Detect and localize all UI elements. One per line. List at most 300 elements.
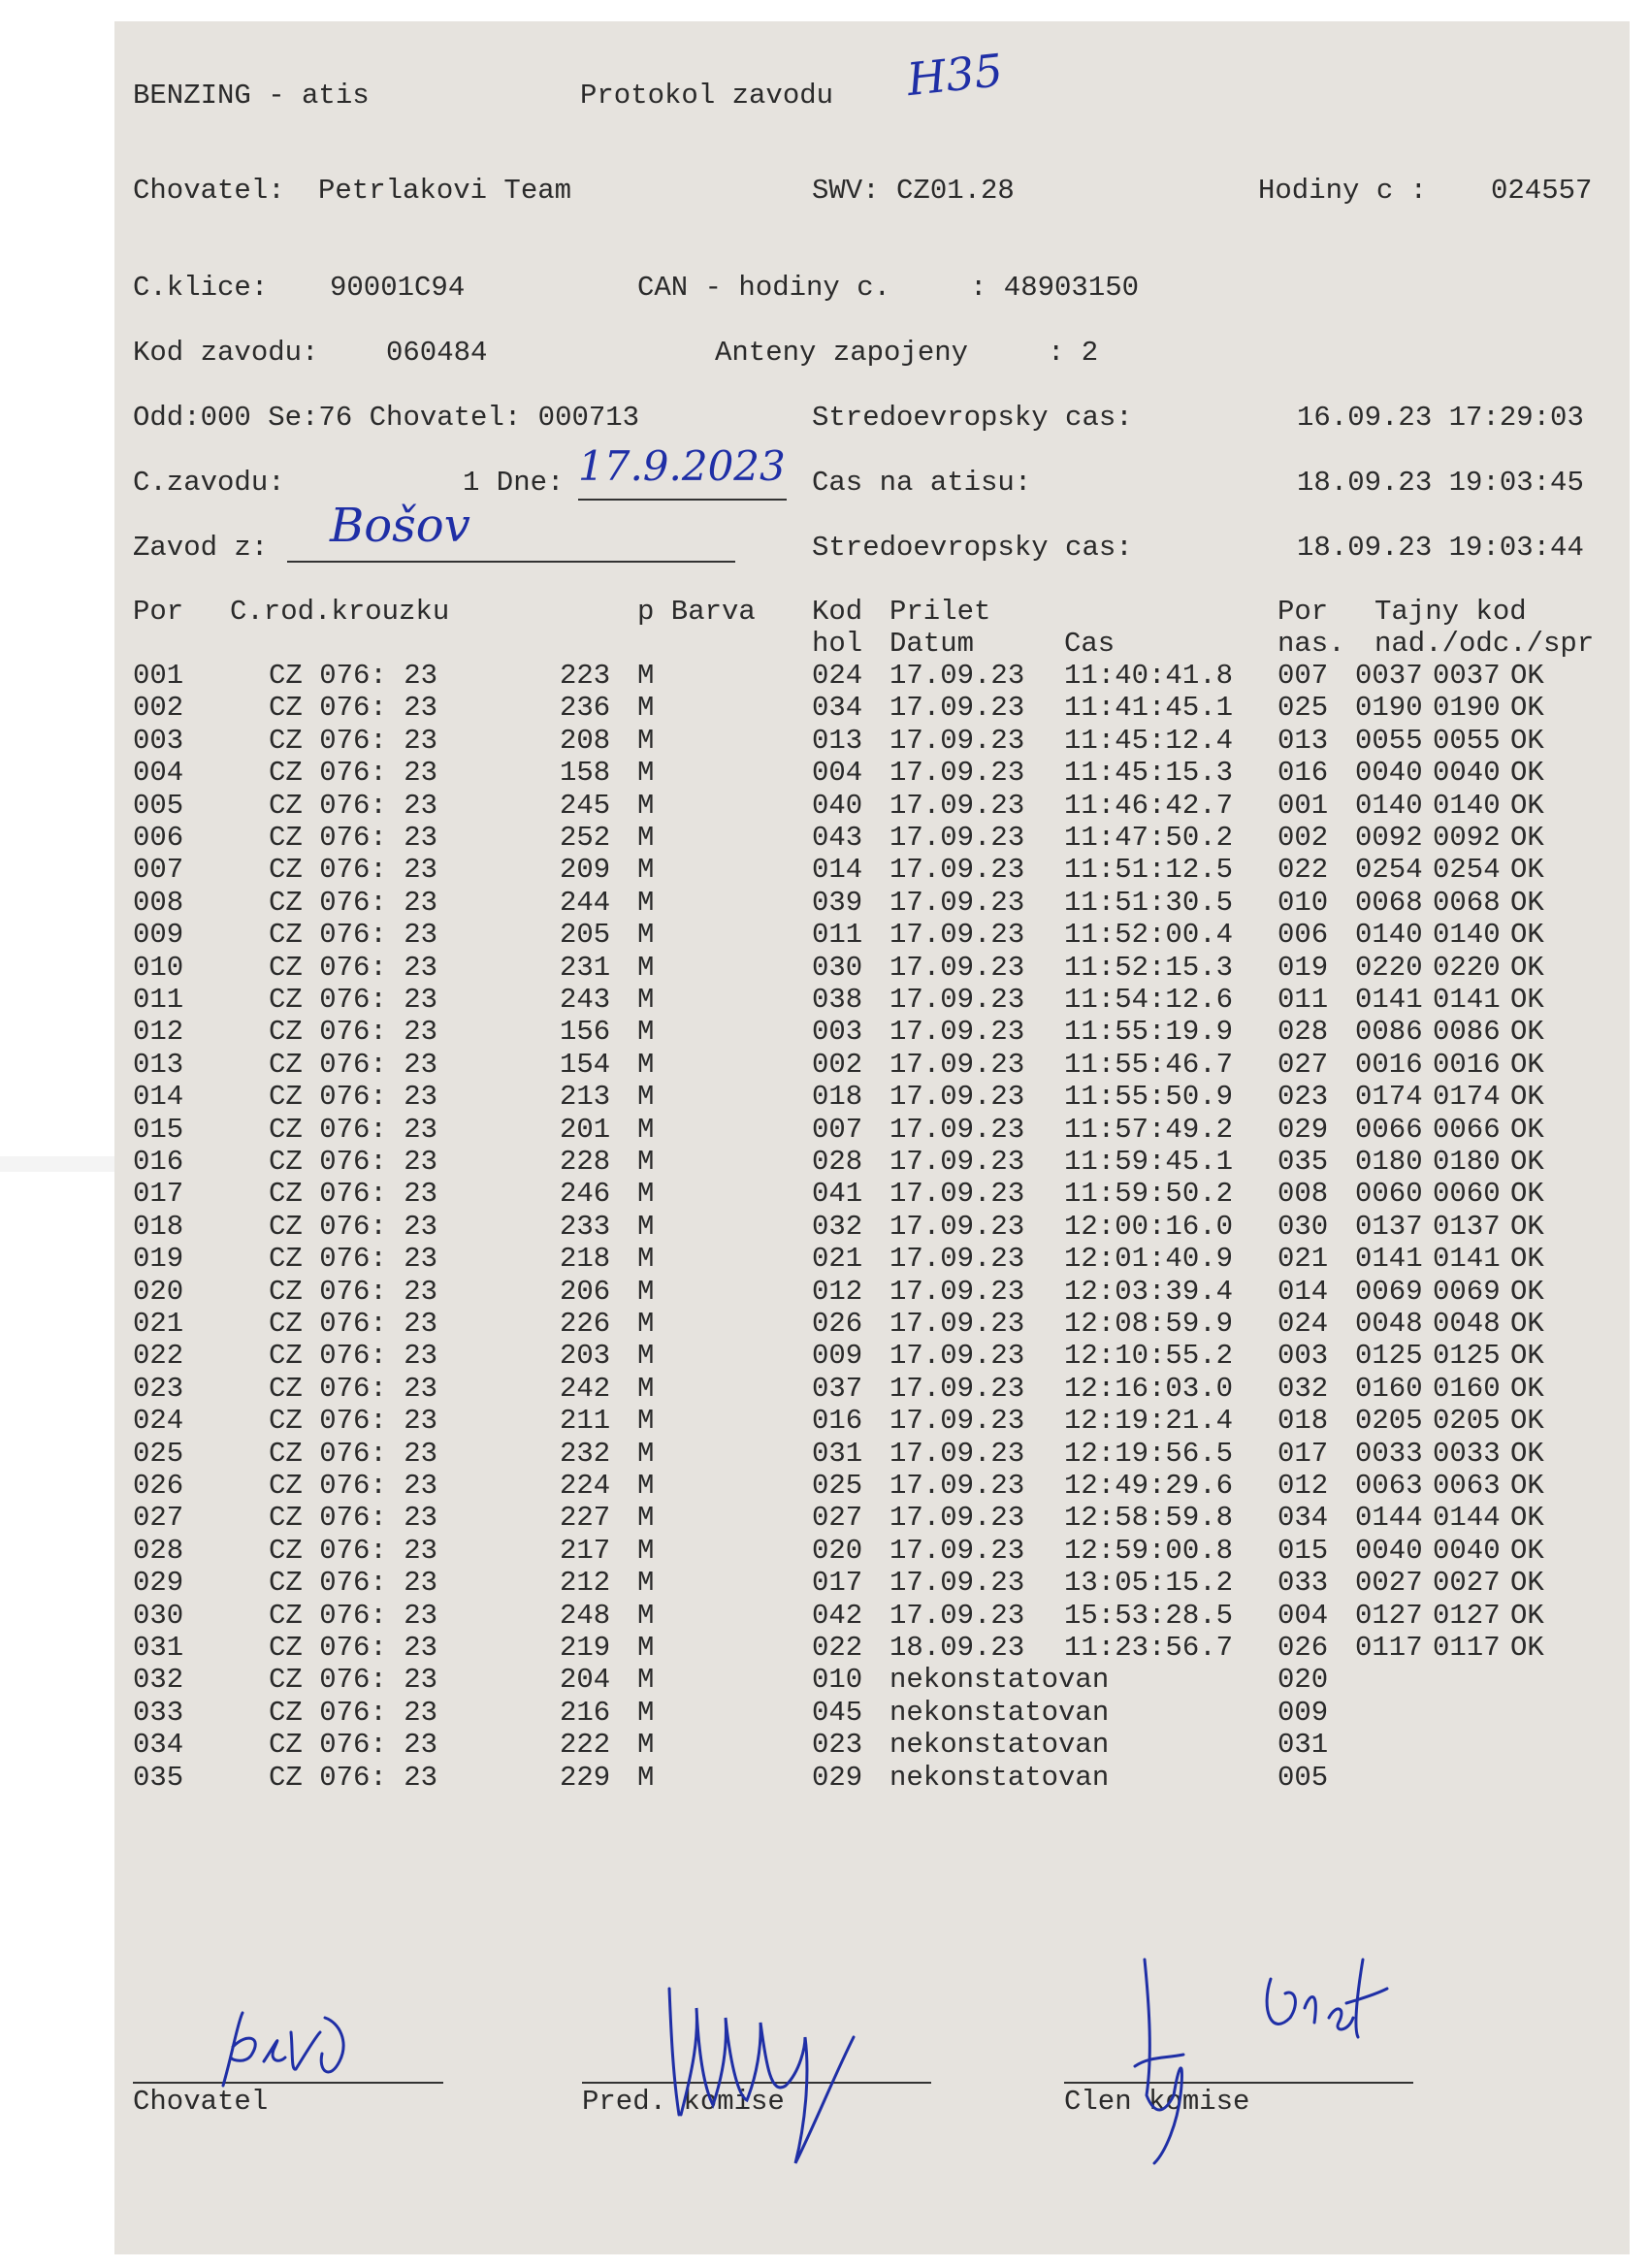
- row-sex: M: [637, 854, 655, 887]
- row-code-nad: 0140: [1355, 919, 1423, 952]
- row-ring: CZ 076: 23: [269, 1534, 438, 1567]
- row-date: 17.09.23: [889, 1243, 1025, 1276]
- row-time: 11:52:00.4: [1064, 919, 1234, 952]
- row-por: 012: [133, 1016, 184, 1049]
- table-row: [0, 692, 1649, 724]
- row-code-spr: OK: [1510, 1243, 1544, 1276]
- row-time: 11:55:19.9: [1064, 1016, 1234, 1049]
- table-row: [0, 822, 1649, 854]
- table-row: [0, 1729, 1649, 1761]
- row-sex: M: [637, 919, 655, 952]
- table-row: [0, 1243, 1649, 1275]
- row-code-odc: 0144: [1433, 1502, 1501, 1535]
- table-row: [0, 1211, 1649, 1243]
- row-sex: M: [637, 1599, 655, 1632]
- row-nas: 014: [1277, 1275, 1329, 1308]
- clock-number: 024557: [1491, 175, 1593, 207]
- col-prilet: Prilet: [889, 596, 991, 628]
- row-sex: M: [637, 789, 655, 822]
- row-sex: M: [637, 1146, 655, 1178]
- row-por: 002: [133, 692, 184, 725]
- row-por: 013: [133, 1048, 184, 1081]
- col-kod-hol: hol: [812, 628, 863, 660]
- row-nas: 004: [1277, 1599, 1329, 1632]
- row-code-spr: OK: [1510, 951, 1544, 984]
- row-por: 033: [133, 1696, 184, 1729]
- row-kod: 040: [812, 789, 863, 822]
- row-date: 17.09.23: [889, 1275, 1025, 1308]
- row-nas: 025: [1277, 692, 1329, 725]
- row-code-nad: 0027: [1355, 1567, 1423, 1600]
- row-nas: 003: [1277, 1340, 1329, 1373]
- row-ring-number: 248: [560, 1599, 611, 1632]
- row-por: 034: [133, 1729, 184, 1762]
- row-sex: M: [637, 1210, 655, 1243]
- row-date: 17.09.23: [889, 1081, 1025, 1114]
- row-sex: M: [637, 1178, 655, 1211]
- row-kod: 023: [812, 1729, 863, 1762]
- row-ring-number: 245: [560, 789, 611, 822]
- row-time: 11:45:15.3: [1064, 757, 1234, 790]
- row-ring: CZ 076: 23: [269, 1761, 438, 1794]
- row-nas: 027: [1277, 1048, 1329, 1081]
- row-time: 12:58:59.8: [1064, 1502, 1234, 1535]
- row-code-odc: 0137: [1433, 1210, 1501, 1243]
- row-code-spr: OK: [1510, 919, 1544, 952]
- can-number: : 48903150: [970, 272, 1140, 304]
- row-sex: M: [637, 1632, 655, 1664]
- row-date: 17.09.23: [889, 757, 1025, 790]
- row-sex: M: [637, 692, 655, 725]
- row-ring-number: 226: [560, 1308, 611, 1340]
- table-row: [0, 887, 1649, 919]
- row-kod: 010: [812, 1664, 863, 1697]
- row-code-spr: OK: [1510, 1470, 1544, 1502]
- row-ring: CZ 076: 23: [269, 1729, 438, 1762]
- row-code-nad: 0137: [1355, 1210, 1423, 1243]
- table-row: [0, 1081, 1649, 1113]
- table-row: [0, 952, 1649, 984]
- row-kod: 003: [812, 1016, 863, 1049]
- row-code-nad: 0048: [1355, 1308, 1423, 1340]
- row-date: 17.09.23: [889, 1113, 1025, 1146]
- row-nas: 018: [1277, 1405, 1329, 1438]
- row-sex: M: [637, 1113, 655, 1146]
- row-sex: M: [637, 1243, 655, 1276]
- row-ring: CZ 076: 23: [269, 1599, 438, 1632]
- row-time: 11:57:49.2: [1064, 1113, 1234, 1146]
- row-por: 004: [133, 757, 184, 790]
- row-ring: CZ 076: 23: [269, 692, 438, 725]
- row-kod: 039: [812, 886, 863, 919]
- row-ring: CZ 076: 23: [269, 724, 438, 757]
- row-sex: M: [637, 984, 655, 1016]
- cet2-value: 18.09.23 19:03:44: [1297, 532, 1584, 564]
- row-code-odc: 0063: [1433, 1470, 1501, 1502]
- row-nas: 020: [1277, 1664, 1329, 1697]
- row-code-spr: OK: [1510, 1016, 1544, 1049]
- row-code-spr: OK: [1510, 854, 1544, 887]
- row-code-odc: 0068: [1433, 886, 1501, 919]
- row-por: 011: [133, 984, 184, 1016]
- row-nas: 024: [1277, 1308, 1329, 1340]
- table-row: [0, 1664, 1649, 1696]
- row-kod: 014: [812, 854, 863, 887]
- row-kod: 028: [812, 1146, 863, 1178]
- row-time: 11:40:41.8: [1064, 660, 1234, 692]
- row-code-nad: 0066: [1355, 1113, 1423, 1146]
- row-date: 17.09.23: [889, 1146, 1025, 1178]
- row-ring-number: 218: [560, 1243, 611, 1276]
- row-code-spr: OK: [1510, 1372, 1544, 1405]
- row-sex: M: [637, 1405, 655, 1438]
- row-date: 17.09.23: [889, 1178, 1025, 1211]
- row-ring-number: 203: [560, 1340, 611, 1373]
- row-ring: CZ 076: 23: [269, 1502, 438, 1535]
- row-code-nad: 0086: [1355, 1016, 1423, 1049]
- row-ring-number: 212: [560, 1567, 611, 1600]
- row-por: 027: [133, 1502, 184, 1535]
- row-date: 17.09.23: [889, 919, 1025, 952]
- col-ring: C.rod.krouzku: [230, 596, 450, 628]
- row-code-nad: 0141: [1355, 1243, 1423, 1276]
- row-code-spr: OK: [1510, 1113, 1544, 1146]
- row-por: 022: [133, 1340, 184, 1373]
- row-code-nad: 0220: [1355, 951, 1423, 984]
- row-ring: CZ 076: 23: [269, 1664, 438, 1697]
- row-code-odc: 0069: [1433, 1275, 1501, 1308]
- table-row: [0, 757, 1649, 789]
- row-nas: 021: [1277, 1243, 1329, 1276]
- row-code-nad: 0060: [1355, 1178, 1423, 1211]
- row-kod: 030: [812, 951, 863, 984]
- race-no-value: 1 Dne:: [463, 467, 565, 499]
- date-underline: [578, 499, 787, 501]
- row-por: 009: [133, 919, 184, 952]
- row-ring: CZ 076: 23: [269, 1113, 438, 1146]
- row-ring: CZ 076: 23: [269, 919, 438, 952]
- row-kod: 027: [812, 1502, 863, 1535]
- row-ring: CZ 076: 23: [269, 984, 438, 1016]
- row-nas: 032: [1277, 1372, 1329, 1405]
- cet2-label: Stredoevropsky cas:: [812, 532, 1133, 564]
- key-label: C.klice:: [133, 272, 269, 304]
- row-por: 003: [133, 724, 184, 757]
- row-sex: M: [637, 951, 655, 984]
- row-ring: CZ 076: 23: [269, 1243, 438, 1276]
- row-date: 17.09.23: [889, 1210, 1025, 1243]
- row-time: 11:59:50.2: [1064, 1178, 1234, 1211]
- row-ring: CZ 076: 23: [269, 1210, 438, 1243]
- row-date: 17.09.23: [889, 886, 1025, 919]
- row-time: 11:41:45.1: [1064, 692, 1234, 725]
- table-row: [0, 1114, 1649, 1146]
- row-nas: 012: [1277, 1470, 1329, 1502]
- row-ring: CZ 076: 23: [269, 1146, 438, 1178]
- row-code-odc: 0117: [1433, 1632, 1501, 1664]
- row-nas: 026: [1277, 1632, 1329, 1664]
- row-time: 12:01:40.9: [1064, 1243, 1234, 1276]
- row-ring: CZ 076: 23: [269, 789, 438, 822]
- row-date: 17.09.23: [889, 724, 1025, 757]
- row-date: nekonstatovan: [889, 1696, 1110, 1729]
- table-row: [0, 790, 1649, 822]
- row-code-nad: 0140: [1355, 789, 1423, 822]
- row-time: 11:55:50.9: [1064, 1081, 1234, 1114]
- row-code-spr: OK: [1510, 692, 1544, 725]
- row-time: 11:52:15.3: [1064, 951, 1234, 984]
- row-sex: M: [637, 886, 655, 919]
- table-row: [0, 854, 1649, 886]
- table-row: [0, 1373, 1649, 1405]
- row-code-odc: 0055: [1433, 724, 1501, 757]
- row-kod: 021: [812, 1243, 863, 1276]
- row-ring: CZ 076: 23: [269, 1437, 438, 1470]
- row-por: 029: [133, 1567, 184, 1600]
- row-code-spr: OK: [1510, 1632, 1544, 1664]
- row-date: 17.09.23: [889, 1599, 1025, 1632]
- can-label: CAN - hodiny c.: [637, 272, 891, 304]
- cet1-label: Stredoevropsky cas:: [812, 402, 1133, 434]
- race-date-handwritten: 17.9.2023: [578, 442, 786, 490]
- row-sex: M: [637, 1048, 655, 1081]
- row-kod: 037: [812, 1372, 863, 1405]
- row-code-odc: 0160: [1433, 1372, 1501, 1405]
- row-ring: CZ 076: 23: [269, 1340, 438, 1373]
- row-code-nad: 0180: [1355, 1146, 1423, 1178]
- row-sex: M: [637, 1081, 655, 1114]
- table-row: [0, 1470, 1649, 1502]
- row-ring-number: 232: [560, 1437, 611, 1470]
- row-date: 17.09.23: [889, 822, 1025, 854]
- row-por: 031: [133, 1632, 184, 1664]
- row-kod: 029: [812, 1761, 863, 1794]
- row-por: 017: [133, 1178, 184, 1211]
- row-code-nad: 0174: [1355, 1081, 1423, 1114]
- row-date: 17.09.23: [889, 1470, 1025, 1502]
- row-kod: 041: [812, 1178, 863, 1211]
- row-kod: 013: [812, 724, 863, 757]
- row-por: 006: [133, 822, 184, 854]
- row-kod: 043: [812, 822, 863, 854]
- row-por: 035: [133, 1761, 184, 1794]
- row-por: 025: [133, 1437, 184, 1470]
- row-code-odc: 0141: [1433, 984, 1501, 1016]
- row-time: 11:59:45.1: [1064, 1146, 1234, 1178]
- row-nas: 028: [1277, 1016, 1329, 1049]
- row-code-spr: OK: [1510, 1210, 1544, 1243]
- row-ring-number: 156: [560, 1016, 611, 1049]
- col-p-barva: p Barva: [637, 596, 756, 628]
- row-code-nad: 0069: [1355, 1275, 1423, 1308]
- row-ring: CZ 076: 23: [269, 886, 438, 919]
- row-sex: M: [637, 724, 655, 757]
- row-kod: 045: [812, 1696, 863, 1729]
- row-time: 11:46:42.7: [1064, 789, 1234, 822]
- row-nas: 002: [1277, 822, 1329, 854]
- row-ring: CZ 076: 23: [269, 1308, 438, 1340]
- row-code-nad: 0117: [1355, 1632, 1423, 1664]
- row-ring: CZ 076: 23: [269, 757, 438, 790]
- row-time: 11:51:30.5: [1064, 886, 1234, 919]
- row-sex: M: [637, 1534, 655, 1567]
- row-nas: 016: [1277, 757, 1329, 790]
- table-row: [0, 1632, 1649, 1664]
- table-row: [0, 1308, 1649, 1340]
- row-code-odc: 0141: [1433, 1243, 1501, 1276]
- table-row: [0, 984, 1649, 1016]
- row-date: 17.09.23: [889, 1016, 1025, 1049]
- row-kod: 032: [812, 1210, 863, 1243]
- row-nas: 035: [1277, 1146, 1329, 1178]
- row-time: 12:16:03.0: [1064, 1372, 1234, 1405]
- row-kod: 025: [812, 1470, 863, 1502]
- row-code-nad: 0037: [1355, 660, 1423, 692]
- table-row: [0, 1535, 1649, 1567]
- row-ring: CZ 076: 23: [269, 660, 438, 692]
- cet1-value: 16.09.23 17:29:03: [1297, 402, 1584, 434]
- member-signature: [1125, 1950, 1416, 2173]
- key-number: 90001C94: [330, 272, 466, 304]
- row-nas: 015: [1277, 1534, 1329, 1567]
- chairman-signature: [660, 1979, 912, 2173]
- row-time: 12:08:59.9: [1064, 1308, 1234, 1340]
- row-code-odc: 0190: [1433, 692, 1501, 725]
- footer-chairman: Pred. komise: [582, 2086, 785, 2118]
- row-code-odc: 0127: [1433, 1599, 1501, 1632]
- row-ring-number: 227: [560, 1502, 611, 1535]
- row-ring-number: 217: [560, 1534, 611, 1567]
- row-time: 11:47:50.2: [1064, 822, 1234, 854]
- col-por2: Por: [1277, 596, 1329, 628]
- row-kod: 016: [812, 1405, 863, 1438]
- row-code-odc: 0125: [1433, 1340, 1501, 1373]
- row-ring-number: 206: [560, 1275, 611, 1308]
- col-kod: Kod: [812, 596, 863, 628]
- row-kod: 034: [812, 692, 863, 725]
- row-ring-number: 243: [560, 984, 611, 1016]
- row-code-spr: OK: [1510, 1567, 1544, 1600]
- row-ring-number: 208: [560, 724, 611, 757]
- row-date: 17.09.23: [889, 984, 1025, 1016]
- protocol-label: Protokol zavodu: [580, 80, 834, 112]
- row-date: 17.09.23: [889, 1308, 1025, 1340]
- row-kod: 012: [812, 1275, 863, 1308]
- row-code-spr: OK: [1510, 886, 1544, 919]
- row-por: 026: [133, 1470, 184, 1502]
- row-code-odc: 0092: [1433, 822, 1501, 854]
- atis-value: 18.09.23 19:03:45: [1297, 467, 1584, 499]
- col-cas: Cas: [1064, 628, 1116, 660]
- row-ring-number: 244: [560, 886, 611, 919]
- row-ring: CZ 076: 23: [269, 1372, 438, 1405]
- row-kod: 002: [812, 1048, 863, 1081]
- race-code-label: Kod zavodu:: [133, 337, 319, 369]
- table-row: [0, 1762, 1649, 1794]
- row-ring-number: 204: [560, 1664, 611, 1697]
- row-code-nad: 0040: [1355, 757, 1423, 790]
- row-sex: M: [637, 1696, 655, 1729]
- row-date: 17.09.23: [889, 789, 1025, 822]
- row-nas: 013: [1277, 724, 1329, 757]
- row-code-nad: 0092: [1355, 822, 1423, 854]
- row-time: 11:51:12.5: [1064, 854, 1234, 887]
- row-time: 11:54:12.6: [1064, 984, 1234, 1016]
- row-por: 032: [133, 1664, 184, 1697]
- row-date: 17.09.23: [889, 1048, 1025, 1081]
- row-kod: 026: [812, 1308, 863, 1340]
- row-ring-number: 242: [560, 1372, 611, 1405]
- table-row: [0, 1340, 1649, 1372]
- row-sex: M: [637, 1664, 655, 1697]
- row-date: 17.09.23: [889, 1502, 1025, 1535]
- row-sex: M: [637, 660, 655, 692]
- col-por: Por: [133, 596, 184, 628]
- row-code-spr: OK: [1510, 757, 1544, 790]
- row-por: 014: [133, 1081, 184, 1114]
- row-nas: 005: [1277, 1761, 1329, 1794]
- row-nas: 019: [1277, 951, 1329, 984]
- row-code-odc: 0140: [1433, 919, 1501, 952]
- race-no-label: C.zavodu:: [133, 467, 285, 499]
- breeder-name: Petrlakovi Team: [318, 175, 572, 207]
- row-code-odc: 0033: [1433, 1437, 1501, 1470]
- row-ring-number: 219: [560, 1632, 611, 1664]
- row-por: 020: [133, 1275, 184, 1308]
- atis-label: Cas na atisu:: [812, 467, 1032, 499]
- row-date: nekonstatovan: [889, 1761, 1110, 1794]
- row-sex: M: [637, 1308, 655, 1340]
- row-sex: M: [637, 1437, 655, 1470]
- row-code-odc: 0140: [1433, 789, 1501, 822]
- row-ring-number: 236: [560, 692, 611, 725]
- row-ring-number: 216: [560, 1696, 611, 1729]
- row-ring-number: 252: [560, 822, 611, 854]
- row-por: 016: [133, 1146, 184, 1178]
- row-ring-number: 211: [560, 1405, 611, 1438]
- row-sex: M: [637, 1275, 655, 1308]
- row-time: 12:49:29.6: [1064, 1470, 1234, 1502]
- row-ring: CZ 076: 23: [269, 1016, 438, 1049]
- row-code-spr: OK: [1510, 1146, 1544, 1178]
- row-code-spr: OK: [1510, 1275, 1544, 1308]
- row-code-odc: 0180: [1433, 1146, 1501, 1178]
- row-ring-number: 231: [560, 951, 611, 984]
- row-ring: CZ 076: 23: [269, 951, 438, 984]
- row-ring-number: 246: [560, 1178, 611, 1211]
- row-nas: 007: [1277, 660, 1329, 692]
- row-ring: CZ 076: 23: [269, 1405, 438, 1438]
- row-code-nad: 0127: [1355, 1599, 1423, 1632]
- row-nas: 022: [1277, 854, 1329, 887]
- row-code-nad: 0141: [1355, 984, 1423, 1016]
- row-time: 12:19:56.5: [1064, 1437, 1234, 1470]
- row-code-spr: OK: [1510, 724, 1544, 757]
- row-por: 024: [133, 1405, 184, 1438]
- table-row: [0, 1600, 1649, 1632]
- table-row: [0, 1502, 1649, 1534]
- row-por: 023: [133, 1372, 184, 1405]
- row-code-spr: OK: [1510, 1081, 1544, 1114]
- row-por: 021: [133, 1308, 184, 1340]
- footer-breeder: Chovatel: [133, 2086, 269, 2118]
- row-kod: 024: [812, 660, 863, 692]
- row-ring-number: 158: [560, 757, 611, 790]
- row-ring-number: 201: [560, 1113, 611, 1146]
- col-tajny: Tajny kod: [1374, 596, 1527, 628]
- table-row: [0, 1567, 1649, 1599]
- row-date: 17.09.23: [889, 1534, 1025, 1567]
